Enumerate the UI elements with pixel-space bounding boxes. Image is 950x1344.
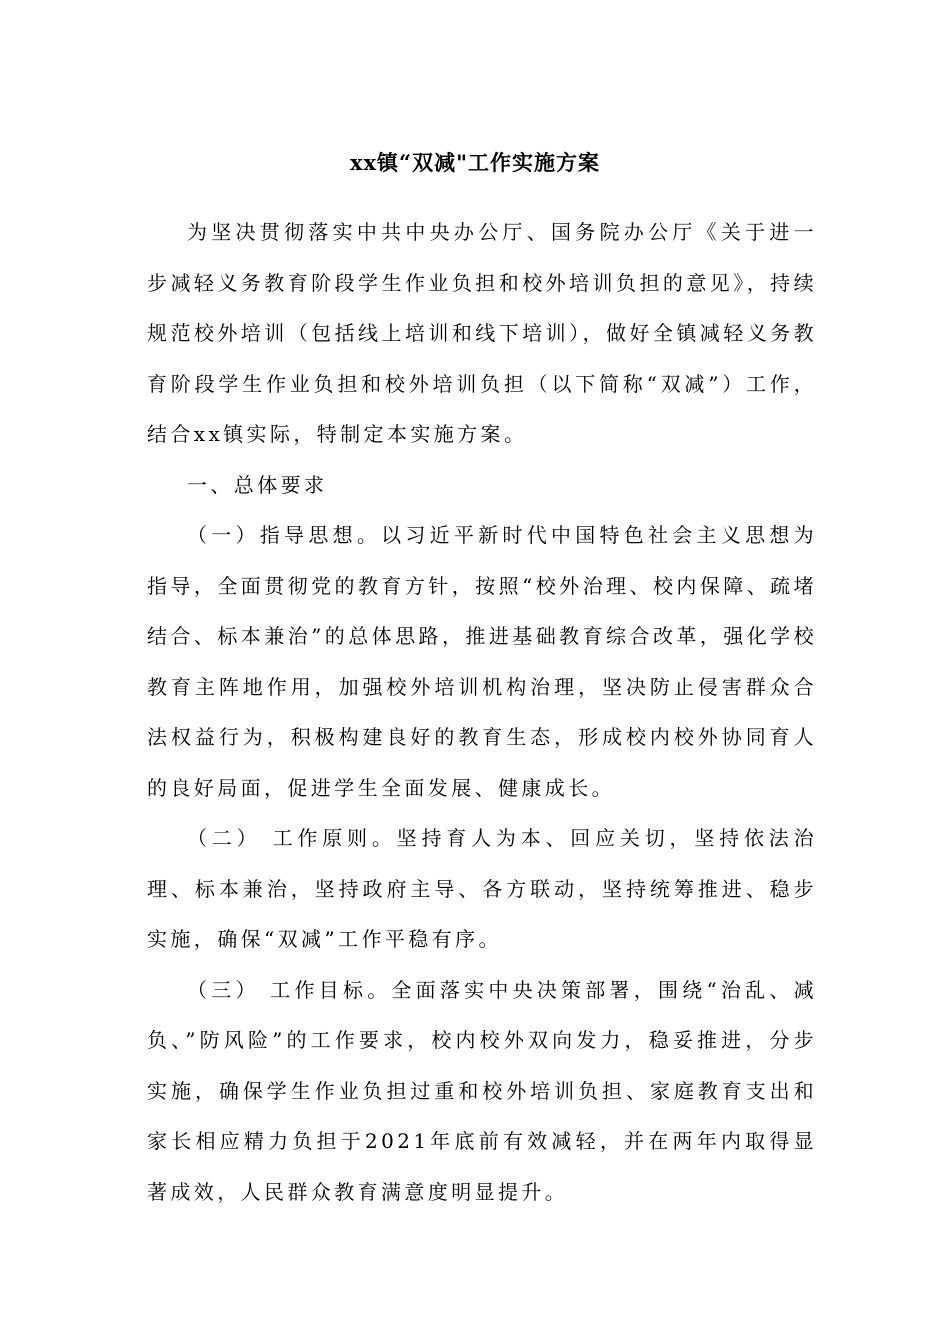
section-heading-general-requirements: 一、总体要求: [187, 472, 328, 497]
paragraph-working-principles: （二） 工作原则。坚持育人为本、回应关切，坚持依法治理、标本兼治，坚持政府主导、各方联动，坚持统筹推进、稳步实施，确保“双减”工作平稳有序。: [147, 826, 817, 951]
paragraph-work-objectives: （三） 工作目标。全面落实中央决策部署，围绕“治乱、减负、”防风险”的工作要求，校内校外双向发力，稳妥推进，分步实施，确保学生作业负担过重和校外培训负担、家庭教育支出和家长相应精力负担于2021年底前有效减轻，并在两年内取得显著成效，人民群众教育满意度明显提升。: [147, 977, 817, 1204]
document-title: xx镇“双减"工作实施方案: [349, 150, 601, 175]
paragraph-intro: 为坚决贯彻落实中共中央办公厅、国务院办公厅《关于进一步减轻义务教育阶段学生作业负担和校外培训负担的意见》，持续规范校外培训（包括线上培训和线下培训），做好全镇减轻义务教育阶段学生作业负担和校外培训负担（以下简称“双减”）工作，结合xx镇实际，特制定本实施方案。: [147, 220, 817, 446]
document-body: [147, 207, 817, 1217]
paragraph-guiding-ideology: （一）指导思想。以习近平新时代中国特色社会主义思想为指导，全面贯彻党的教育方针，按照“校外治理、校内保障、疏堵结合、标本兼治”的总体思路，推进基础教育综合改革，强化学校教育主阵地作用，加强校外培训机构治理，坚决防止侵害群众合法权益行为，积极构建良好的教育生态，形成校内校外协同育人的良好局面，促进学生全面发展、健康成长。: [147, 523, 817, 800]
